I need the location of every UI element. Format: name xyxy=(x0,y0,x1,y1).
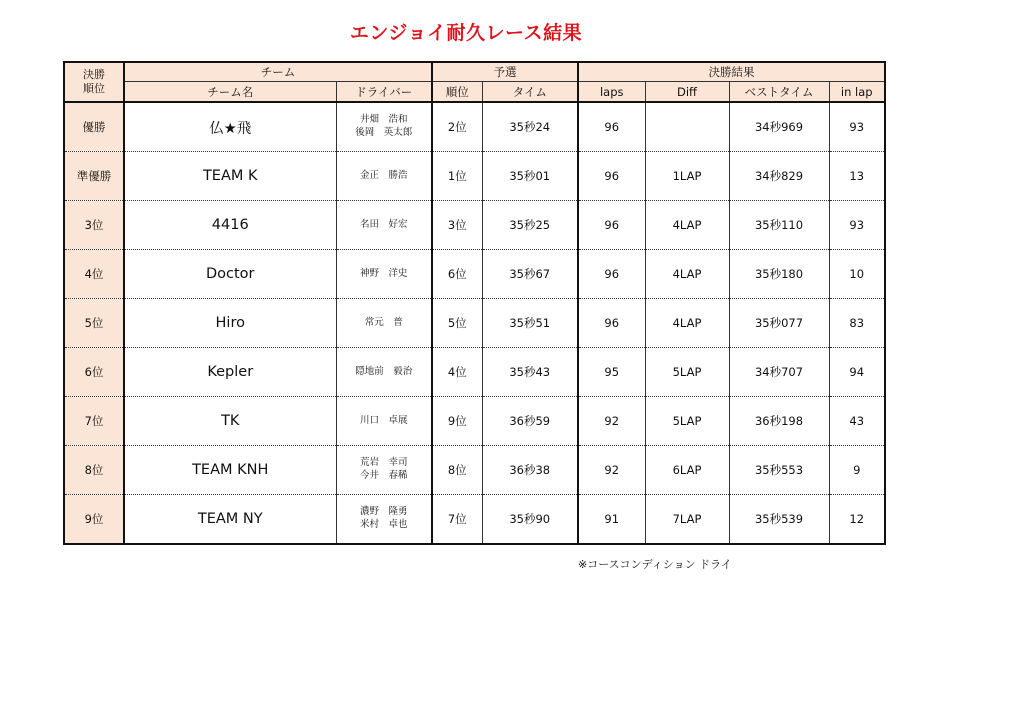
team-name-cell: Hiro xyxy=(124,299,336,348)
diff-cell: 5LAP xyxy=(645,397,729,446)
best-time-cell: 35秒110 xyxy=(729,201,829,250)
driver-name: 米村 卓也 xyxy=(359,519,408,530)
final-rank-cell: 4位 xyxy=(64,250,124,299)
laps-cell: 91 xyxy=(578,495,645,545)
qualifying-rank-cell: 3位 xyxy=(432,201,482,250)
qualifying-rank-cell: 2位 xyxy=(432,102,482,152)
diff-header: Diff xyxy=(645,82,729,103)
qualifying-rank-cell: 1位 xyxy=(432,152,482,201)
laps-cell: 95 xyxy=(578,348,645,397)
in-lap-cell: 94 xyxy=(829,348,885,397)
best-time-header: ベストタイム xyxy=(729,82,829,103)
qualifying-rank-header: 順位 xyxy=(432,82,482,103)
final-rank-cell: 7位 xyxy=(64,397,124,446)
qualifying-time-cell: 35秒51 xyxy=(482,299,578,348)
qualifying-time-cell: 35秒90 xyxy=(482,495,578,545)
team-name-cell: 仏★飛 xyxy=(124,102,336,152)
diff-cell: 4LAP xyxy=(645,250,729,299)
table-row xyxy=(64,299,885,348)
in-lap-cell: 9 xyxy=(829,446,885,495)
driver-cell xyxy=(336,397,432,446)
qualifying-time-cell: 35秒67 xyxy=(482,250,578,299)
table-row xyxy=(64,201,885,250)
team-name-cell: TEAM NY xyxy=(124,495,336,545)
qualifying-rank-cell: 8位 xyxy=(432,446,482,495)
table-row xyxy=(64,102,885,152)
best-time-cell: 35秒539 xyxy=(729,495,829,545)
best-time-cell: 36秒198 xyxy=(729,397,829,446)
driver-name: 隠地前 毅治 xyxy=(355,365,413,377)
in-lap-cell: 12 xyxy=(829,495,885,545)
laps-cell: 92 xyxy=(578,397,645,446)
driver-cell xyxy=(336,299,432,348)
team-name-cell: TK xyxy=(124,397,336,446)
laps-cell: 96 xyxy=(578,152,645,201)
driver-name: 常元 普 xyxy=(364,316,403,328)
in-lap-cell: 13 xyxy=(829,152,885,201)
diff-cell xyxy=(645,102,729,152)
final-rank-header: 決勝 順位 xyxy=(64,62,124,102)
qualifying-rank-cell: 7位 xyxy=(432,495,482,545)
qualifying-group-header: 予選 xyxy=(432,62,578,82)
header-row-bottom xyxy=(64,82,885,103)
qualifying-rank-cell: 4位 xyxy=(432,348,482,397)
driver-name: 金正 勝浩 xyxy=(359,169,408,181)
in-lap-cell: 10 xyxy=(829,250,885,299)
diff-cell: 4LAP xyxy=(645,299,729,348)
qualifying-rank-cell: 9位 xyxy=(432,397,482,446)
qualifying-time-cell: 35秒43 xyxy=(482,348,578,397)
driver-name: 名田 好宏 xyxy=(359,218,408,230)
final-rank-cell: 優勝 xyxy=(64,102,124,152)
table-row xyxy=(64,348,885,397)
driver-name: 後岡 英太郎 xyxy=(355,127,413,138)
team-name-cell: Kepler xyxy=(124,348,336,397)
best-time-cell: 35秒553 xyxy=(729,446,829,495)
driver-cell xyxy=(336,201,432,250)
driver-cell xyxy=(336,446,432,495)
diff-cell: 4LAP xyxy=(645,201,729,250)
in-lap-header: in lap xyxy=(829,82,885,103)
final-rank-cell: 3位 xyxy=(64,201,124,250)
in-lap-cell: 93 xyxy=(829,201,885,250)
table-row xyxy=(64,152,885,201)
team-name-cell: TEAM K xyxy=(124,152,336,201)
qualifying-time-cell: 35秒01 xyxy=(482,152,578,201)
team-name-cell: TEAM KNH xyxy=(124,446,336,495)
qualifying-time-cell: 36秒59 xyxy=(482,397,578,446)
final-rank-cell: 9位 xyxy=(64,495,124,545)
best-time-cell: 35秒180 xyxy=(729,250,829,299)
team-name-header: チーム名 xyxy=(124,82,336,103)
best-time-cell: 35秒077 xyxy=(729,299,829,348)
diff-cell: 7LAP xyxy=(645,495,729,545)
driver-name: 濃野 隆勇 xyxy=(359,506,408,518)
qualifying-rank-cell: 6位 xyxy=(432,250,482,299)
in-lap-cell: 43 xyxy=(829,397,885,446)
diff-cell: 1LAP xyxy=(645,152,729,201)
driver-cell xyxy=(336,250,432,299)
laps-cell: 96 xyxy=(578,102,645,152)
driver-name: 今井 春稀 xyxy=(359,470,408,481)
best-time-cell: 34秒969 xyxy=(729,102,829,152)
header-row-top xyxy=(64,62,885,82)
in-lap-cell: 93 xyxy=(829,102,885,152)
final-rank-cell: 8位 xyxy=(64,446,124,495)
diff-cell: 5LAP xyxy=(645,348,729,397)
final-rank-cell: 準優勝 xyxy=(64,152,124,201)
diff-cell: 6LAP xyxy=(645,446,729,495)
driver-cell xyxy=(336,152,432,201)
final-rank-cell: 6位 xyxy=(64,348,124,397)
laps-cell: 96 xyxy=(578,250,645,299)
driver-name: 神野 洋史 xyxy=(359,267,408,279)
page-title: エンジョイ耐久レース結果 xyxy=(349,22,583,44)
driver-name: 荒岩 幸司 xyxy=(359,457,408,469)
table-row xyxy=(64,495,885,545)
table-row xyxy=(64,397,885,446)
qualifying-time-cell: 36秒38 xyxy=(482,446,578,495)
final-rank-cell: 5位 xyxy=(64,299,124,348)
driver-cell xyxy=(336,348,432,397)
results-table xyxy=(63,61,886,545)
best-time-cell: 34秒707 xyxy=(729,348,829,397)
driver-cell xyxy=(336,495,432,545)
final-result-group-header: 決勝結果 xyxy=(578,62,885,82)
driver-name: 川口 卓展 xyxy=(359,414,408,426)
qualifying-rank-cell: 5位 xyxy=(432,299,482,348)
laps-header: laps xyxy=(578,82,645,103)
qualifying-time-header: タイム xyxy=(482,82,578,103)
laps-cell: 92 xyxy=(578,446,645,495)
course-condition-note: ※コースコンディション ドライ xyxy=(578,558,732,571)
team-name-cell: Doctor xyxy=(124,250,336,299)
qualifying-time-cell: 35秒24 xyxy=(482,102,578,152)
team-name-cell: 4416 xyxy=(124,201,336,250)
table-row xyxy=(64,250,885,299)
laps-cell: 96 xyxy=(578,299,645,348)
qualifying-time-cell: 35秒25 xyxy=(482,201,578,250)
in-lap-cell: 83 xyxy=(829,299,885,348)
driver-cell xyxy=(336,102,432,152)
laps-cell: 96 xyxy=(578,201,645,250)
team-group-header: チーム xyxy=(124,62,432,82)
driver-name: 井畑 浩和 xyxy=(359,114,408,126)
table-row xyxy=(64,446,885,495)
best-time-cell: 34秒829 xyxy=(729,152,829,201)
driver-header: ドライバー xyxy=(336,82,432,103)
